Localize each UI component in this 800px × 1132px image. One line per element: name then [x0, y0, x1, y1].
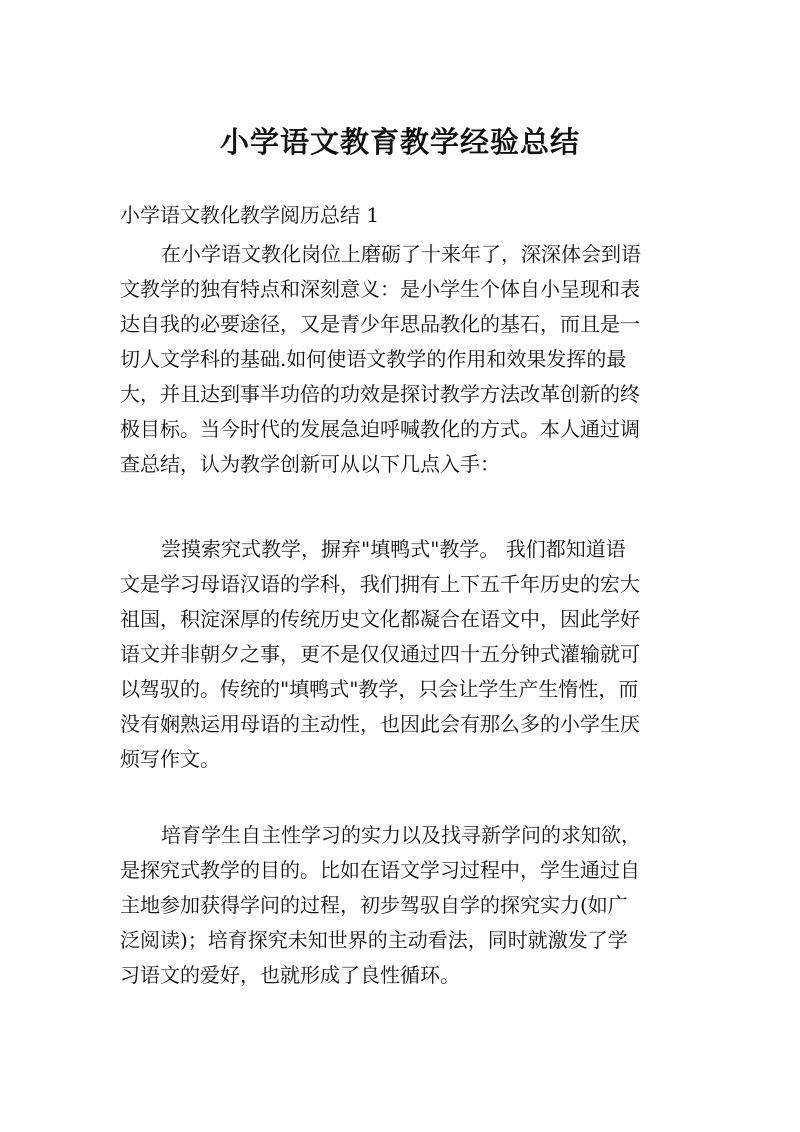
paragraph-line: 文教学的独有特点和深刻意义：是小学生个体自小呈现和表: [120, 277, 640, 301]
paragraph-line: 文是学习母语汉语的学科，我们拥有上下五千年历史的宏大: [120, 572, 640, 596]
paragraph-line: 主地参加获得学问的过程，初步驾驭自学的探究实力(如广: [120, 893, 628, 917]
paragraph-line: 培育学生自主性学习的实力以及找寻新学问的求知欲，: [161, 823, 641, 847]
paragraph-line: 极目标。当今时代的发展急迫呼喊教化的方式。本人通过调: [120, 417, 640, 441]
paragraph-line: 以驾驭的。传统的"填鸭式"教学，只会让学生产生惰性，而: [120, 677, 639, 701]
paragraph-line: 尝摸索究式教学，摒弃"填鸭式"教学。 我们都知道语: [161, 537, 626, 561]
paragraph-line: 泛阅读)；培育探究未知世界的主动看法，同时就激发了学: [120, 928, 628, 952]
paragraph-line: 习语文的爱好，也就形成了良性循环。: [120, 963, 460, 987]
paragraph-line: 在小学语文教化岗位上磨砺了十来年了，深深体会到语: [161, 242, 641, 266]
paragraph-line: 大，并且达到事半功倍的功效是探讨教学方法改革创新的终: [120, 382, 640, 406]
paragraph-2: [120, 532, 685, 777]
paragraph-line: 达自我的必要途径，又是青少年思品教化的基石，而且是一: [120, 312, 640, 336]
paragraph-line: 烦写作文。: [120, 747, 220, 771]
paragraph-3: [120, 818, 685, 993]
paragraph-line: 祖国，积淀深厚的传统历史文化都凝合在语文中，因此学好: [120, 607, 640, 631]
paragraph-line: 是探究式教学的目的。比如在语文学习过程中，学生通过自: [120, 858, 640, 882]
document-title: 小学语文教育教学经验总结: [219, 125, 580, 159]
section-heading: 小学语文教化教学阅历总结 1: [120, 203, 380, 227]
paragraph-line: 没有娴熟运用母语的主动性，也因此会有那么多的小学生厌: [120, 712, 640, 736]
paragraph-line: 语文并非朝夕之事，更不是仅仅通过四十五分钟式灌输就可: [120, 642, 640, 666]
paragraph-line: 切人文学科的基础.如何使语文教学的作用和效果发挥的最: [120, 347, 627, 371]
paragraph-1: [120, 237, 685, 482]
paragraph-line: 查总结，认为教学创新可从以下几点入手：: [120, 452, 500, 476]
